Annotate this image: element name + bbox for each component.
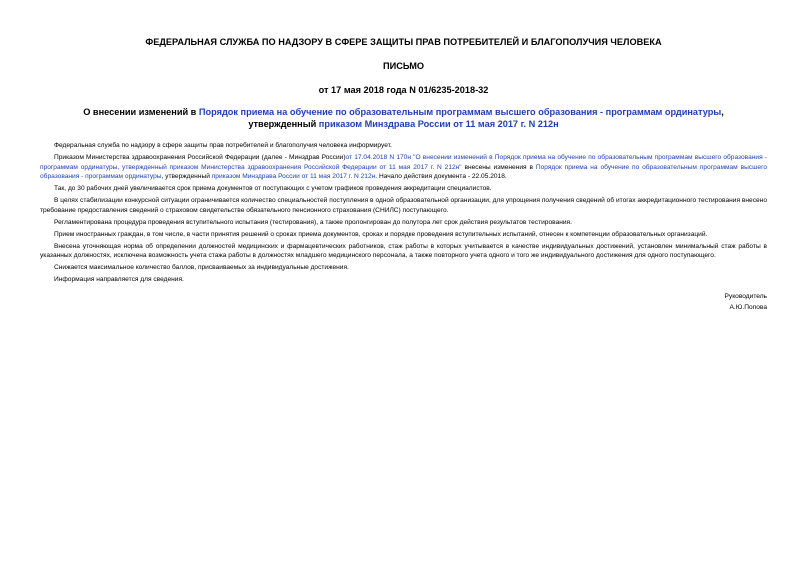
document-body <box>40 141 767 285</box>
paragraph: Внесена уточняющая норма об определении должностей медицинских и фармацевтических работников, стаж работы в которых учитывается в качестве индивидуальных достижений, установлен минимальный стаж работы в указанных должностях, исключена возможность учета стажа работы в должностях младшего медицинского персонала, а также повторного учета одного и того же индивидуального достижения для одного поступающего. <box>40 242 767 260</box>
paragraph: Прием иностранных граждан, в том числе, в части принятия решений о сроках приема документов, сроках и порядке проведения вступительных испытаний, отнесен к компетенции образовательных организаций. <box>54 230 708 238</box>
paragraph: Федеральная служба по надзору в сфере защиты прав потребителей и благополучия человека информирует. <box>54 142 392 149</box>
paragraph: Информация направляется для сведения. <box>54 276 184 284</box>
subject-link-procedure[interactable]: Порядок приема на обучение по образовательным программам высшего образования - программам ординатуры <box>198 107 722 117</box>
paragraph: Снижается максимальное количество баллов, присваиваемых за индивидуальные достижения. <box>54 264 349 272</box>
subject-text: , утвержденный <box>248 107 724 129</box>
document-subject <box>60 106 747 130</box>
signature-position: Руководитель <box>724 292 767 300</box>
paragraph: Так, до 30 рабочих дней увеличивается срок приема документов от поступающих с учетом графиков проведения аккредитации специалистов. <box>54 185 492 193</box>
paragraph-text: внесены изменения в <box>461 163 536 171</box>
subject-link-order[interactable]: приказом Минздрава России от 11 мая 2017 г. N 212н <box>318 119 559 129</box>
paragraph: В целях стабилизации конкурсной ситуации ограничивается количество специальностей поступления в одной образовательной организации, для упрощения получения сведений об итогах аккредитационного тестирования внесено требование предоставления сведений о страховом свидетельстве обязательного пенсионного страхования (СНИЛС) поступающего. <box>40 197 767 214</box>
link-order-212n[interactable]: приказом Минздрава России от 11 мая 2017 г. N 212н <box>211 173 376 181</box>
paragraph-text: . Начало действия документа - 22.05.2018. <box>375 173 507 181</box>
signature-name: А.Ю.Попова <box>729 303 767 311</box>
organization-title: ФЕДЕРАЛЬНАЯ СЛУЖБА ПО НАДЗОРУ В СФЕРЕ ЗАЩИТЫ ПРАВ ПОТРЕБИТЕЛЕЙ И БЛАГОПОЛУЧИЯ ЧЕЛОВЕКА <box>145 37 662 47</box>
link-procedure[interactable]: Порядок приема на обучение по образовательным программам высшего образования - программам ординатуры <box>40 163 767 181</box>
signature-block <box>40 291 767 313</box>
paragraph-text: Приказом Министерства здравоохранения Российской Федерации (далее - Минздрав России) <box>54 153 346 161</box>
paragraph <box>40 153 767 182</box>
subject-text: О внесении изменений в <box>83 107 199 117</box>
document-type: ПИСЬМО <box>382 61 425 71</box>
paragraph: Регламентирована процедура проведения вступительного испытания (тестирования), а также пролонгирован до полутора лет срок действия результатов тестирования. <box>54 218 572 226</box>
link-order-170n[interactable]: от 17.04.2018 N 170н "О внесении изменений в Порядок приема на обучение по образовательным программам высшего образования - программам ординатуры, утвержденный приказом Министерства здравоохранения Российской Федерации от 11 мая 2017 г. N 212н" <box>40 153 768 171</box>
paragraph-text: , утвержденный <box>161 173 212 181</box>
document-date-number: от 17 мая 2018 года N 01/6235-2018-32 <box>318 85 489 95</box>
